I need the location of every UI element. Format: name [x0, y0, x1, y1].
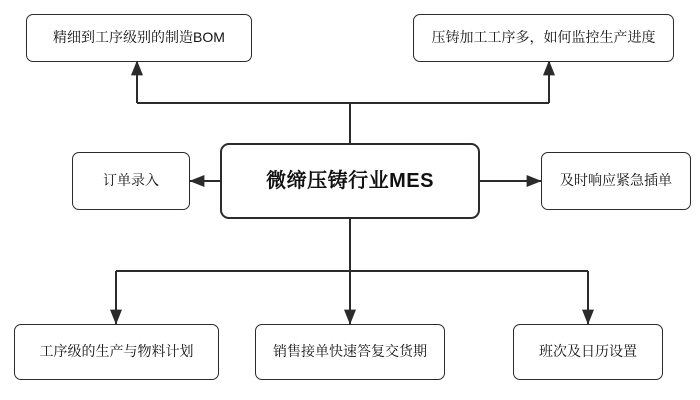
node-urgent-order[interactable] — [541, 152, 691, 210]
node-progress[interactable] — [413, 14, 674, 62]
node-center-mes[interactable] — [220, 143, 480, 219]
node-order-entry-label: 订单录入 — [103, 172, 159, 189]
node-production-plan-label: 工序级的生产与物料计划 — [39, 343, 194, 360]
node-delivery-reply[interactable] — [255, 324, 445, 380]
node-progress-label: 压铸加工工序多，如何监控生产进度 — [431, 29, 656, 46]
node-production-plan[interactable] — [14, 324, 219, 380]
node-delivery-reply-label: 销售接单快速答复交货期 — [273, 343, 427, 360]
node-bom[interactable] — [26, 14, 252, 62]
node-center-mes-label: 微缔压铸行业MES — [266, 169, 434, 192]
node-shift-calendar[interactable] — [513, 324, 663, 380]
node-bom-label: 精细到工序级别的制造BOM — [53, 29, 225, 46]
node-shift-calendar-label: 班次及日历设置 — [539, 343, 637, 360]
node-order-entry[interactable] — [72, 152, 190, 210]
node-urgent-order-label: 及时响应紧急插单 — [560, 172, 672, 189]
